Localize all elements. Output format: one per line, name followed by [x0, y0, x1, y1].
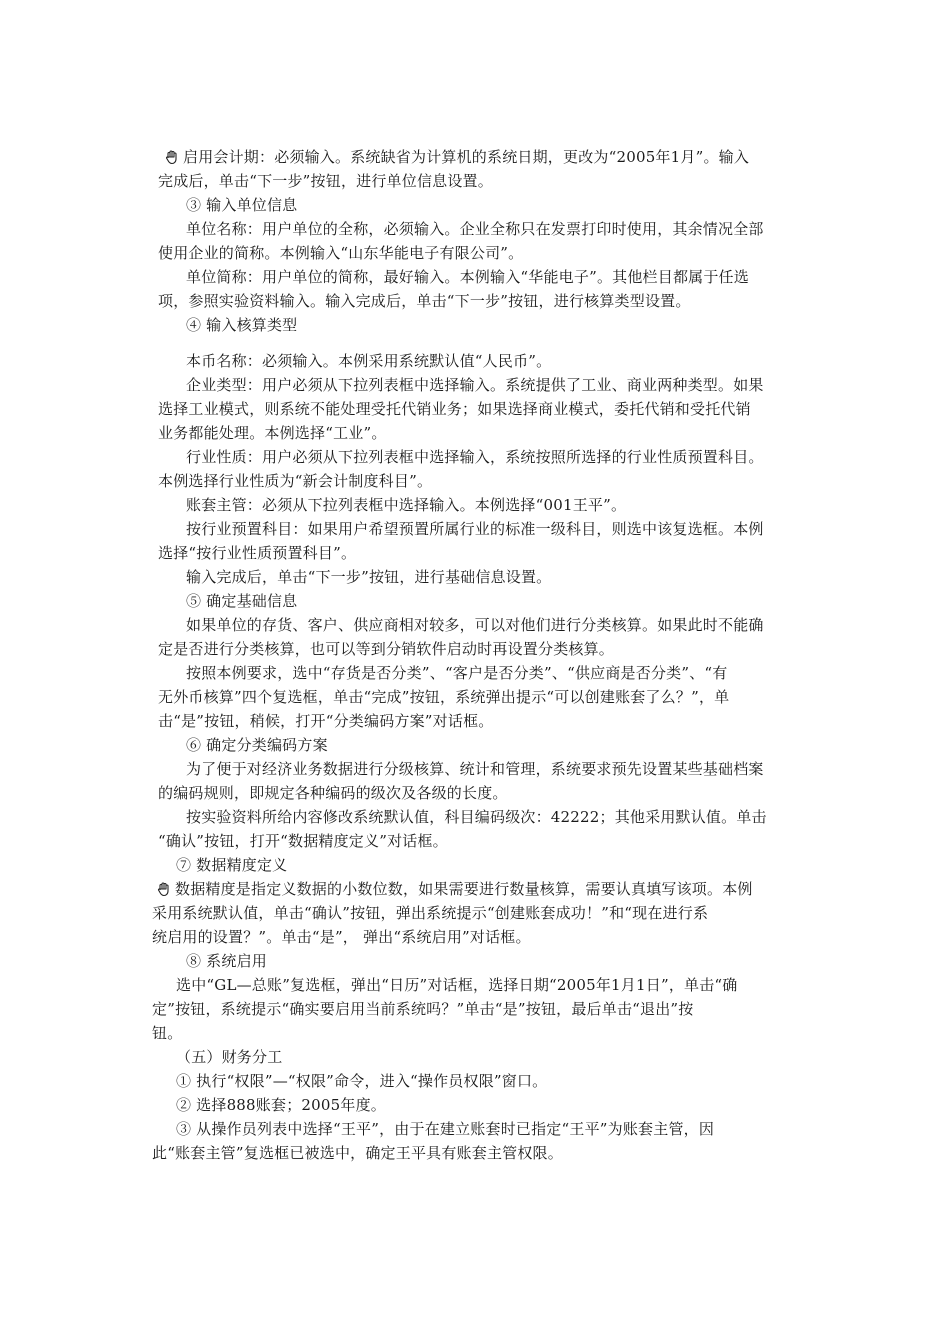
section-heading: ⑤ 确定基础信息: [186, 592, 298, 610]
text-line: 为了便于对经济业务数据进行分级核算、统计和管理，系统要求预先设置某些基础档案: [186, 760, 764, 778]
text-line: 数据精度是指定义数据的小数位数，如果需要进行数量核算，需要认真填写该项。本例: [156, 878, 753, 900]
text-line: 的编码规则，即规定各种编码的级次及各级的长度。: [158, 784, 508, 802]
text-line: 按实验资料所给内容修改系统默认值，科目编码级次：42222；其他采用默认值。单击: [186, 808, 767, 826]
text-line: 行业性质：用户必须从下拉列表框中选择输入，系统按照所选择的行业性质预置科目。: [186, 448, 764, 466]
text-line: 输入完成后，单击“下一步”按钮，进行基础信息设置。: [186, 568, 552, 586]
section-heading: ④ 输入核算类型: [186, 316, 298, 334]
text-line: 单位简称：用户单位的简称，最好输入。本例输入“华能电子”。其他栏目都属于任选: [186, 268, 749, 286]
text-line: 无外币核算”四个复选框，单击“完成”按钮，系统弹出提示“可以创建账套了么？”，单: [158, 688, 730, 706]
text-line: 此“账套主管”复选框已被选中，确定王平具有账套主管权限。: [152, 1144, 563, 1162]
text-line: 如果单位的存货、客户、供应商相对较多，可以对他们进行分类核算。如果此时不能确: [186, 616, 764, 634]
text-line: “确认”按钮，打开“数据精度定义”对话框。: [158, 832, 448, 850]
list-item: ③ 从操作员列表中选择“王平”，由于在建立账套时已指定“王平”为账套主管，因: [176, 1120, 715, 1138]
list-item: ① 执行“权限”—“权限”命令，进入“操作员权限”窗口。: [176, 1072, 548, 1090]
hand-pointer-icon: [156, 881, 172, 897]
text-line: 本币名称：必须输入。本例采用系统默认值“人民币”。: [186, 352, 552, 370]
text-line: 钮。: [152, 1024, 183, 1042]
text-line: 选择“按行业性质预置科目”。: [158, 544, 357, 562]
text-line: 按行业预置科目：如果用户希望预置所属行业的标准一级科目，则选中该复选框。本例: [186, 520, 764, 538]
section-heading: ⑦ 数据精度定义: [176, 856, 288, 874]
text-line: 业务都能处理。本例选择“工业”。: [158, 424, 387, 442]
text-line: 启用会计期：必须输入。系统缺省为计算机的系统日期，更改为“2005年1月”。输入: [164, 146, 749, 168]
section-heading: ⑧ 系统启用: [186, 952, 267, 970]
text-line: 账套主管：必须从下拉列表框中选择输入。本例选择“001王平”。: [186, 496, 627, 514]
text-line: 本例选择行业性质为“新会计制度科目”。: [158, 472, 433, 490]
text-line: 采用系统默认值，单击“确认”按钮，弹出系统提示“创建账套成功！”和“现在进行系: [152, 904, 709, 922]
text-line: 单位名称：用户单位的全称，必须输入。企业全称只在发票打印时使用，其余情况全部: [186, 220, 764, 238]
text-line: 定是否进行分类核算，也可以等到分销软件启动时再设置分类核算。: [158, 640, 615, 658]
text-line: 击“是”按钮，稍候，打开“分类编码方案”对话框。: [158, 712, 494, 730]
text-line: 企业类型：用户必须从下拉列表框中选择输入。系统提供了工业、商业两种类型。如果: [186, 376, 764, 394]
section-heading: ⑥ 确定分类编码方案: [186, 736, 328, 754]
text-line: 统启用的设置？”。单击“是”， 弹出“系统启用”对话框。: [152, 928, 531, 946]
list-item: ② 选择888账套；2005年度。: [176, 1096, 386, 1114]
section-heading: （五）财务分工: [176, 1048, 283, 1066]
text-line: 项，参照实验资料输入。输入完成后，单击“下一步”按钮，进行核算类型设置。: [158, 292, 691, 310]
section-heading: ③ 输入单位信息: [186, 196, 298, 214]
text-line: 完成后，单击“下一步”按钮，进行单位信息设置。: [158, 172, 493, 190]
text-line: 选中“GL—总账”复选框，弹出“日历”对话框，选择日期“2005年1月1日”，单击“确: [176, 976, 738, 994]
hand-pointer-icon: [164, 149, 180, 165]
text-line: 按照本例要求，选中“存货是否分类”、“客户是否分类”、“供应商是否分类”、“有: [186, 664, 728, 682]
text-line: 定”按钮，系统提示“确实要启用当前系统吗？”单击“是”按钮，最后单击“退出”按: [152, 1000, 694, 1018]
text-line: 使用企业的简称。本例输入“山东华能电子有限公司”。: [158, 244, 524, 262]
text-line: 选择工业模式，则系统不能处理受托代销业务；如果选择商业模式，委托代销和受托代销: [158, 400, 751, 418]
